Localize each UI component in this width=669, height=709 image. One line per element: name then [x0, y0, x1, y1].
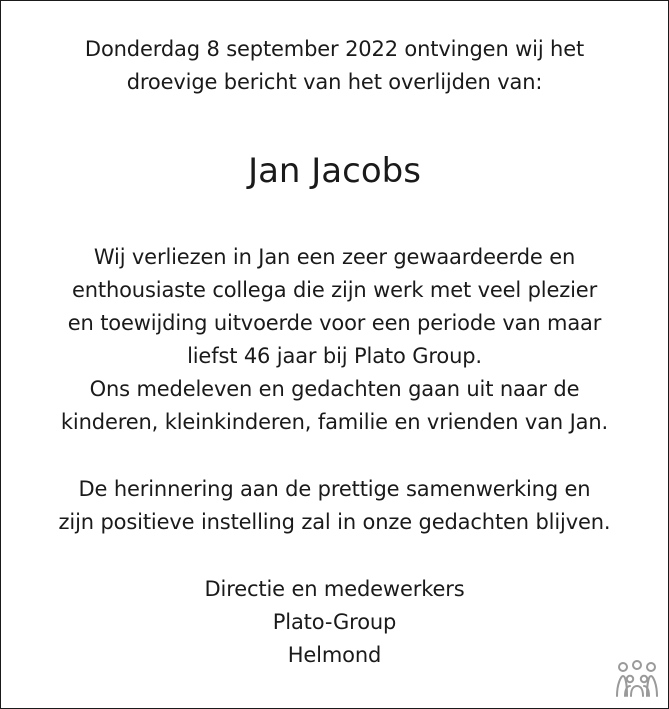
memory-line-2: zijn positieve instelling zal in onze gedachten blijven.	[58, 510, 611, 534]
deceased-name: Jan Jacobs	[248, 151, 421, 191]
intro-line-1: Donderdag 8 september 2022 ontvingen wij het	[84, 37, 585, 61]
memory-line-1: De herinnering aan de prettige samenwerking en	[78, 477, 591, 501]
intro-line-2: droevige bericht van het overlijden van:	[126, 70, 543, 94]
tribute-line-5: Ons medeleven en gedachten gaan uit naar de	[89, 377, 580, 401]
tribute-line-1: Wij verliezen in Jan een zeer gewaardeerde en	[93, 245, 576, 269]
family-people-icon	[614, 660, 660, 698]
signature-line-3: Helmond	[287, 643, 382, 667]
tribute-line-3: en toewijding uitvoerde voor een periode van maar	[67, 311, 602, 335]
signature-line-2: Plato-Group	[272, 610, 397, 634]
tribute-line-6: kinderen, kleinkinderen, familie en vrienden van Jan.	[60, 410, 609, 434]
tribute-line-4: liefst 46 jaar bij Plato Group.	[187, 344, 482, 368]
signature-line-1: Directie en medewerkers	[204, 577, 465, 601]
tribute-line-2: enthousiaste collega die zijn werk met veel plezier	[71, 278, 598, 302]
